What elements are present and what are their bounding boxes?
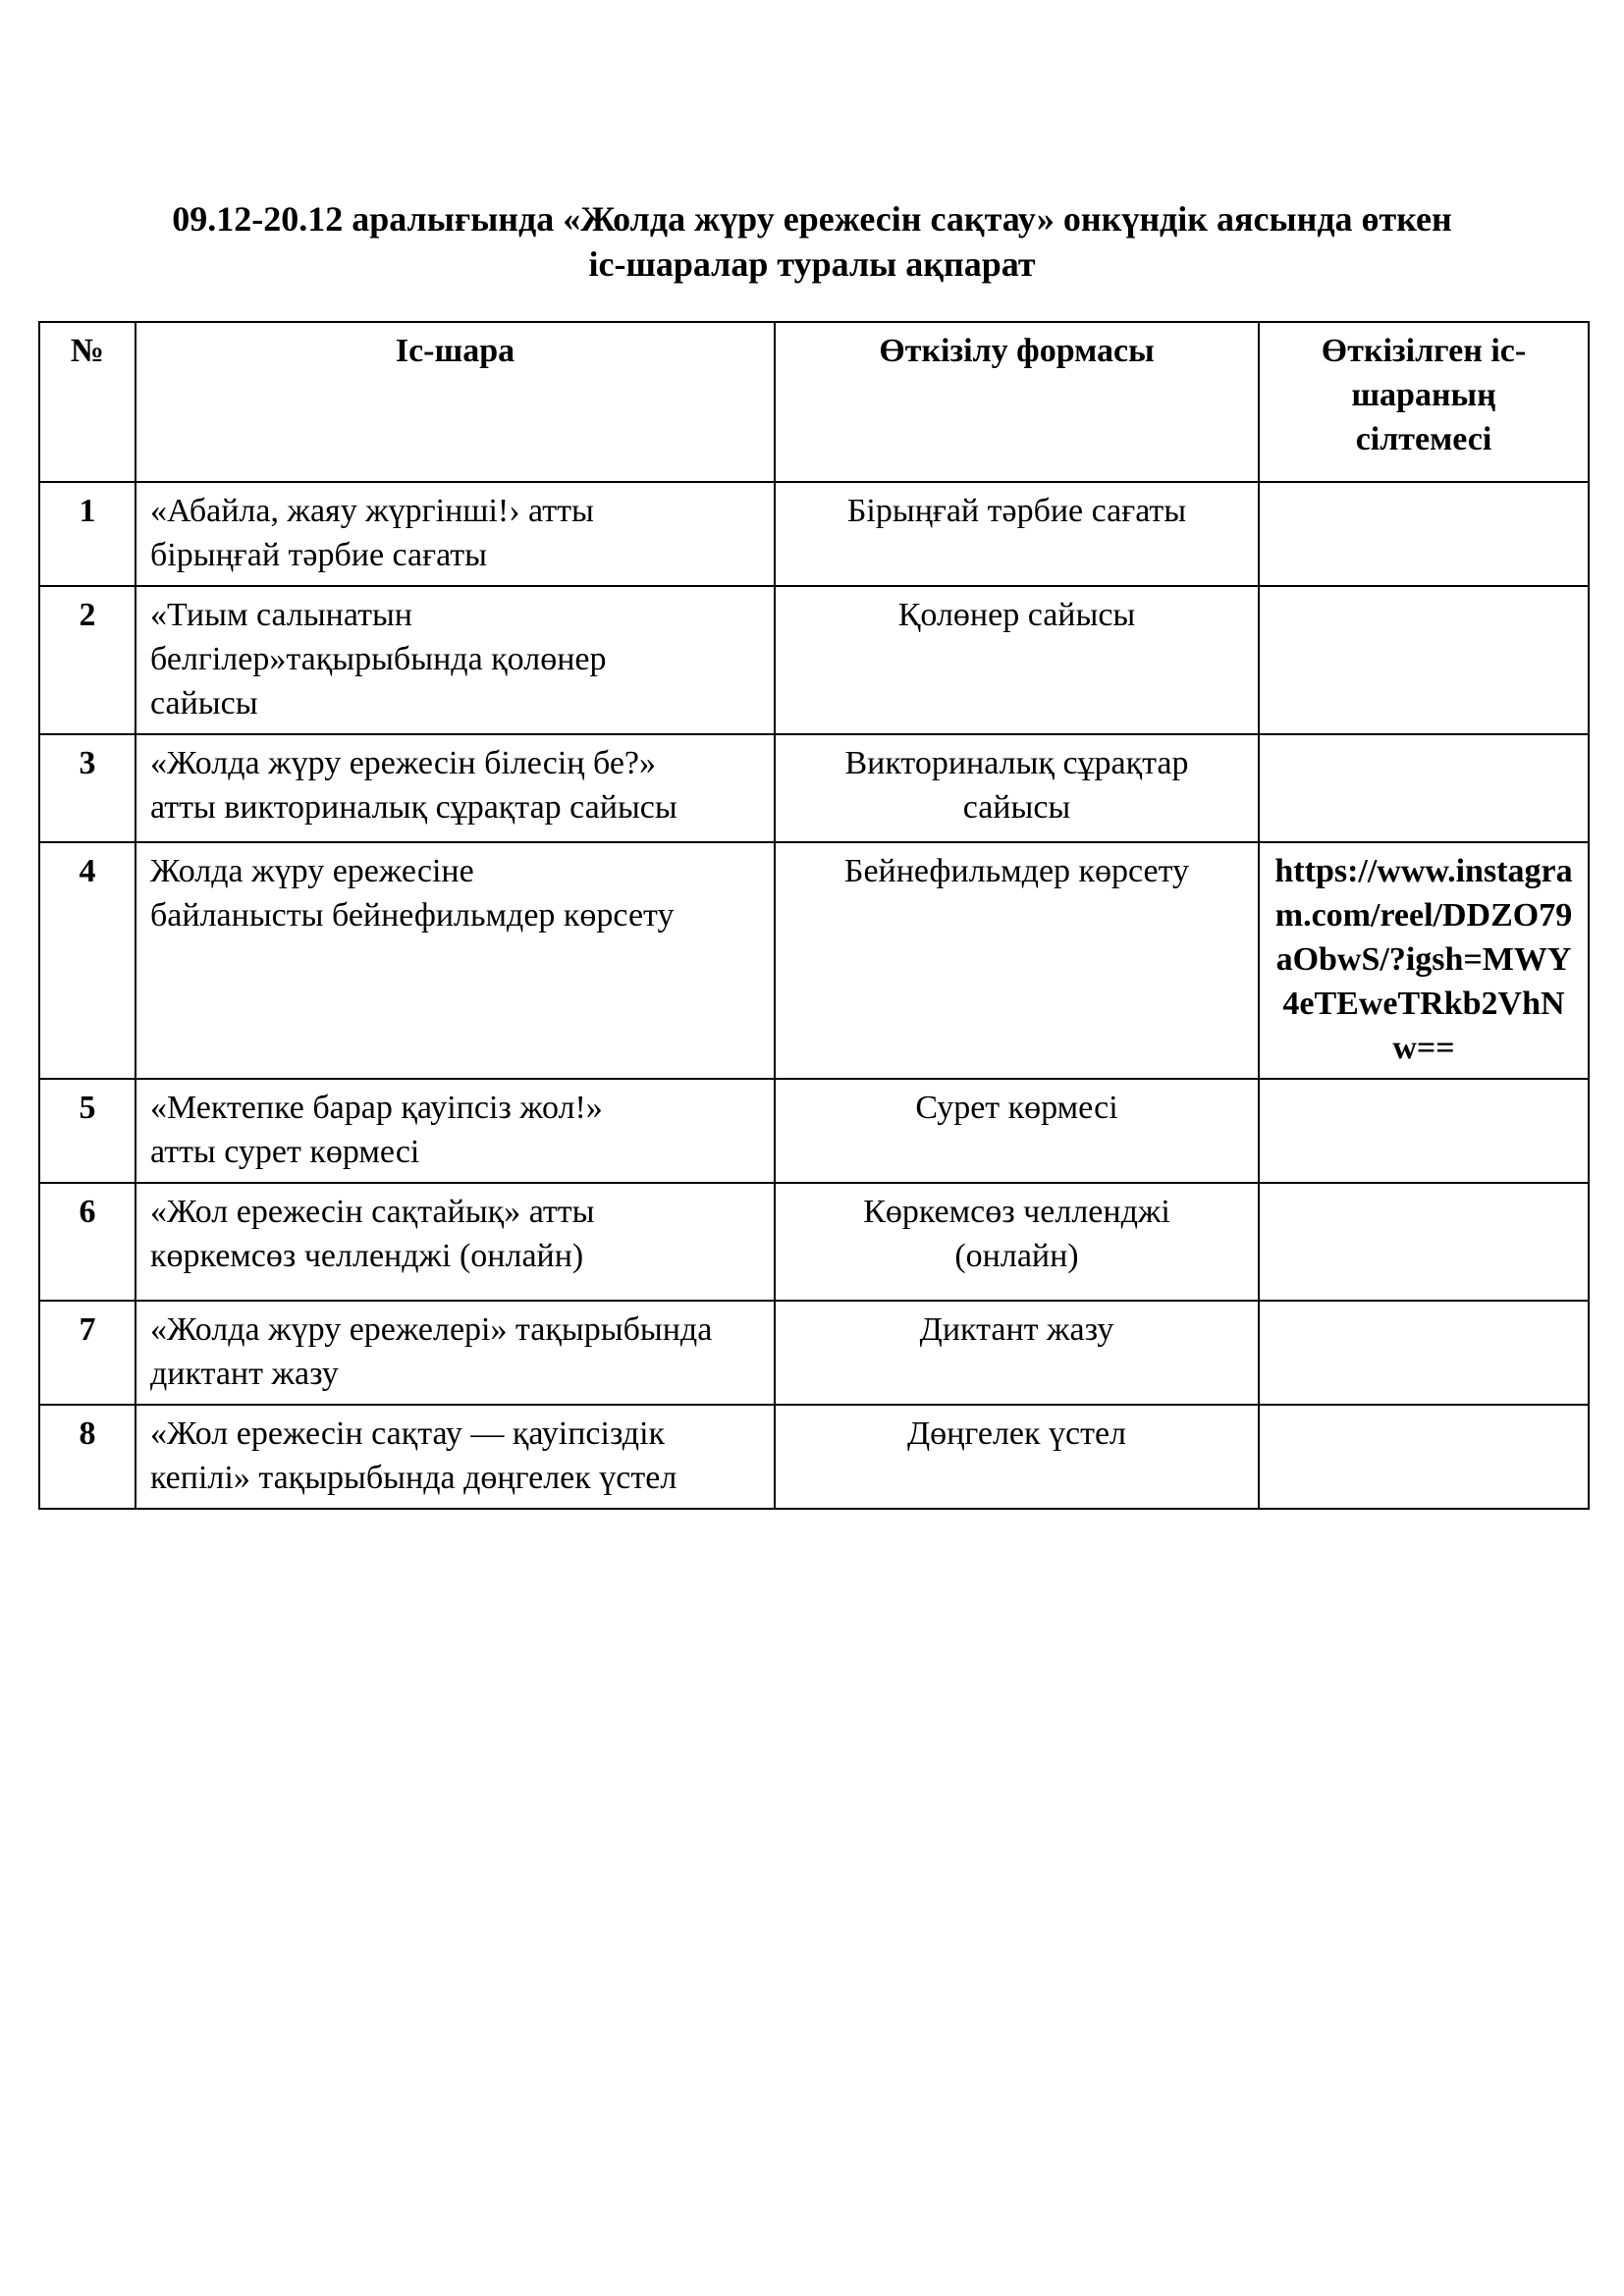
row-form: Сурет көрмесі: [775, 1079, 1259, 1183]
row-event: «Жолда жүру ережесін білесің бе?» атты викториналық сұрақтар сайысы: [135, 734, 775, 842]
row-form: Бірыңғай тәрбие сағаты: [775, 482, 1259, 586]
row-event: «Мектепке барар қауіпсіз жол!» атты сурет көрмесі: [135, 1079, 775, 1183]
row-number: 1: [39, 482, 135, 586]
title-line-1: 09.12-20.12 аралығында «Жолда жүру ережесін сақтау» онкүндік аясында өткен: [172, 199, 1452, 239]
row-number: 5: [39, 1079, 135, 1183]
row-event: Жолда жүру ережесіне байланысты бейнефильмдер көрсету: [135, 842, 775, 1079]
table-header-row: [39, 322, 1589, 482]
instagram-link[interactable]: https://www.instagram.com/reel/DDZO79aObwS/?igsh=MWY4eTEweTRkb2VhNw==: [1274, 853, 1573, 1066]
table-row: [39, 734, 1589, 842]
title-line-2: іс-шаралар туралы ақпарат: [588, 244, 1036, 284]
row-form: Диктант жазу: [775, 1301, 1259, 1405]
row-link: [1259, 482, 1589, 586]
table-row: [39, 482, 1589, 586]
row-form: Бейнефильмдер көрсету: [775, 842, 1259, 1079]
row-event: «Жолда жүру ережелері» тақырыбында диктант жазу: [135, 1301, 775, 1405]
row-number: 8: [39, 1405, 135, 1509]
header-link: Өткізілген іс- шараның сілтемесі: [1259, 322, 1589, 482]
row-event: «Тиым салынатын белгілер»тақырыбында қолөнер сайысы: [135, 586, 775, 734]
row-number: 7: [39, 1301, 135, 1405]
row-form: Қолөнер сайысы: [775, 586, 1259, 734]
row-form: Көркемсөз челленджі (онлайн): [775, 1183, 1259, 1301]
row-link: [1259, 1079, 1589, 1183]
header-event: Іс-шара: [135, 322, 775, 482]
row-form: Дөңгелек үстел: [775, 1405, 1259, 1509]
table-row: [39, 842, 1589, 1079]
header-form: Өткізілу формасы: [775, 322, 1259, 482]
row-event: «Жол ережесін сақтау — қауіпсіздік кепілі» тақырыбында дөңгелек үстел: [135, 1405, 775, 1509]
table-row: [39, 1301, 1589, 1405]
row-number: 4: [39, 842, 135, 1079]
row-link: [1259, 734, 1589, 842]
row-form: Викториналық сұрақтар сайысы: [775, 734, 1259, 842]
row-link: [1259, 1405, 1589, 1509]
row-link: [1259, 1183, 1589, 1301]
row-number: 2: [39, 586, 135, 734]
table-row: [39, 1405, 1589, 1509]
row-number: 6: [39, 1183, 135, 1301]
row-link: [1259, 842, 1589, 1079]
header-number: №: [39, 322, 135, 482]
row-link: [1259, 586, 1589, 734]
row-link: [1259, 1301, 1589, 1405]
table-row: [39, 1183, 1589, 1301]
row-event: «Абайла, жаяу жүргінші!› атты бірыңғай тәрбие сағаты: [135, 482, 775, 586]
row-event: «Жол ережесін сақтайық» атты көркемсөз челленджі (онлайн): [135, 1183, 775, 1301]
row-number: 3: [39, 734, 135, 842]
table-row: [39, 1079, 1589, 1183]
table-row: [39, 586, 1589, 734]
events-table: [38, 321, 1590, 1510]
document-title: [0, 196, 1624, 287]
